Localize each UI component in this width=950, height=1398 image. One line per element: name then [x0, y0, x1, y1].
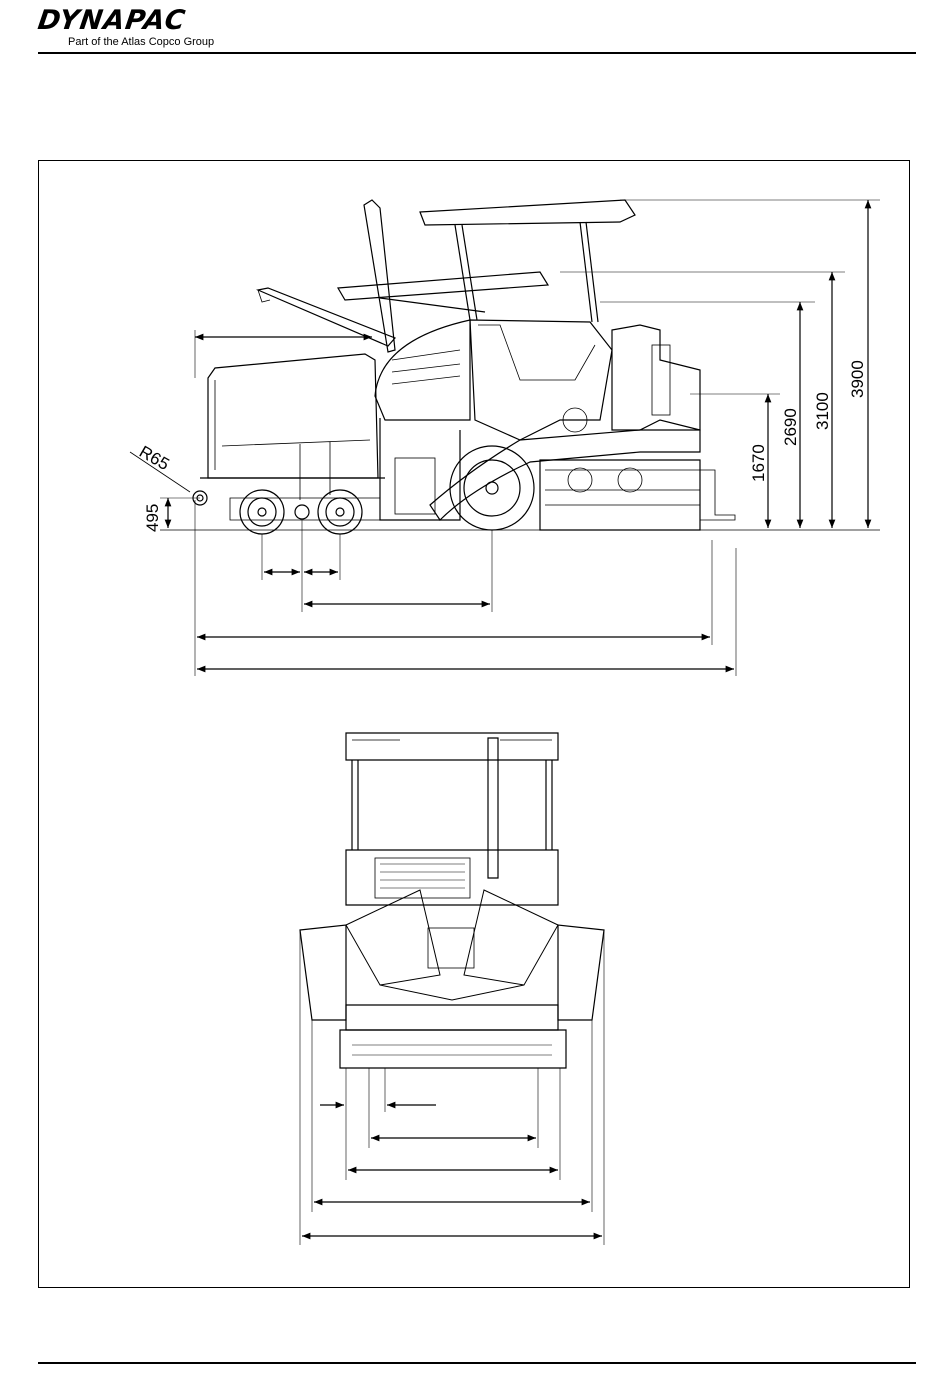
screed: [540, 460, 700, 530]
label-r65: R65: [136, 442, 173, 475]
roof-lowered: [338, 272, 548, 300]
label-1670: 1670: [749, 444, 768, 482]
front-exhaust: [488, 738, 498, 878]
label-495: 495: [143, 503, 162, 532]
side-view: [130, 200, 880, 676]
front-wheel-1: [240, 490, 284, 534]
front-view: [300, 733, 604, 1245]
right-wing: [558, 925, 604, 1020]
label-2690: 2690: [781, 408, 800, 446]
front-wheel-2: [318, 490, 362, 534]
brand-name: DYNAPAC: [35, 5, 188, 36]
brand-tagline: Part of the Atlas Copco Group: [68, 36, 215, 48]
engine-hood: [375, 320, 470, 420]
label-3900: 3900: [848, 360, 867, 398]
roof-raised: [420, 200, 635, 225]
left-wing: [300, 925, 346, 1020]
rear-console: [612, 325, 700, 430]
hopper-body: [208, 354, 378, 478]
footer-rule: [38, 1362, 916, 1364]
label-3100: 3100: [813, 392, 832, 430]
exhaust-pipe: [364, 200, 395, 352]
front-screed: [340, 1030, 566, 1068]
drive-wheel: [450, 446, 534, 530]
front-roof: [346, 733, 558, 760]
